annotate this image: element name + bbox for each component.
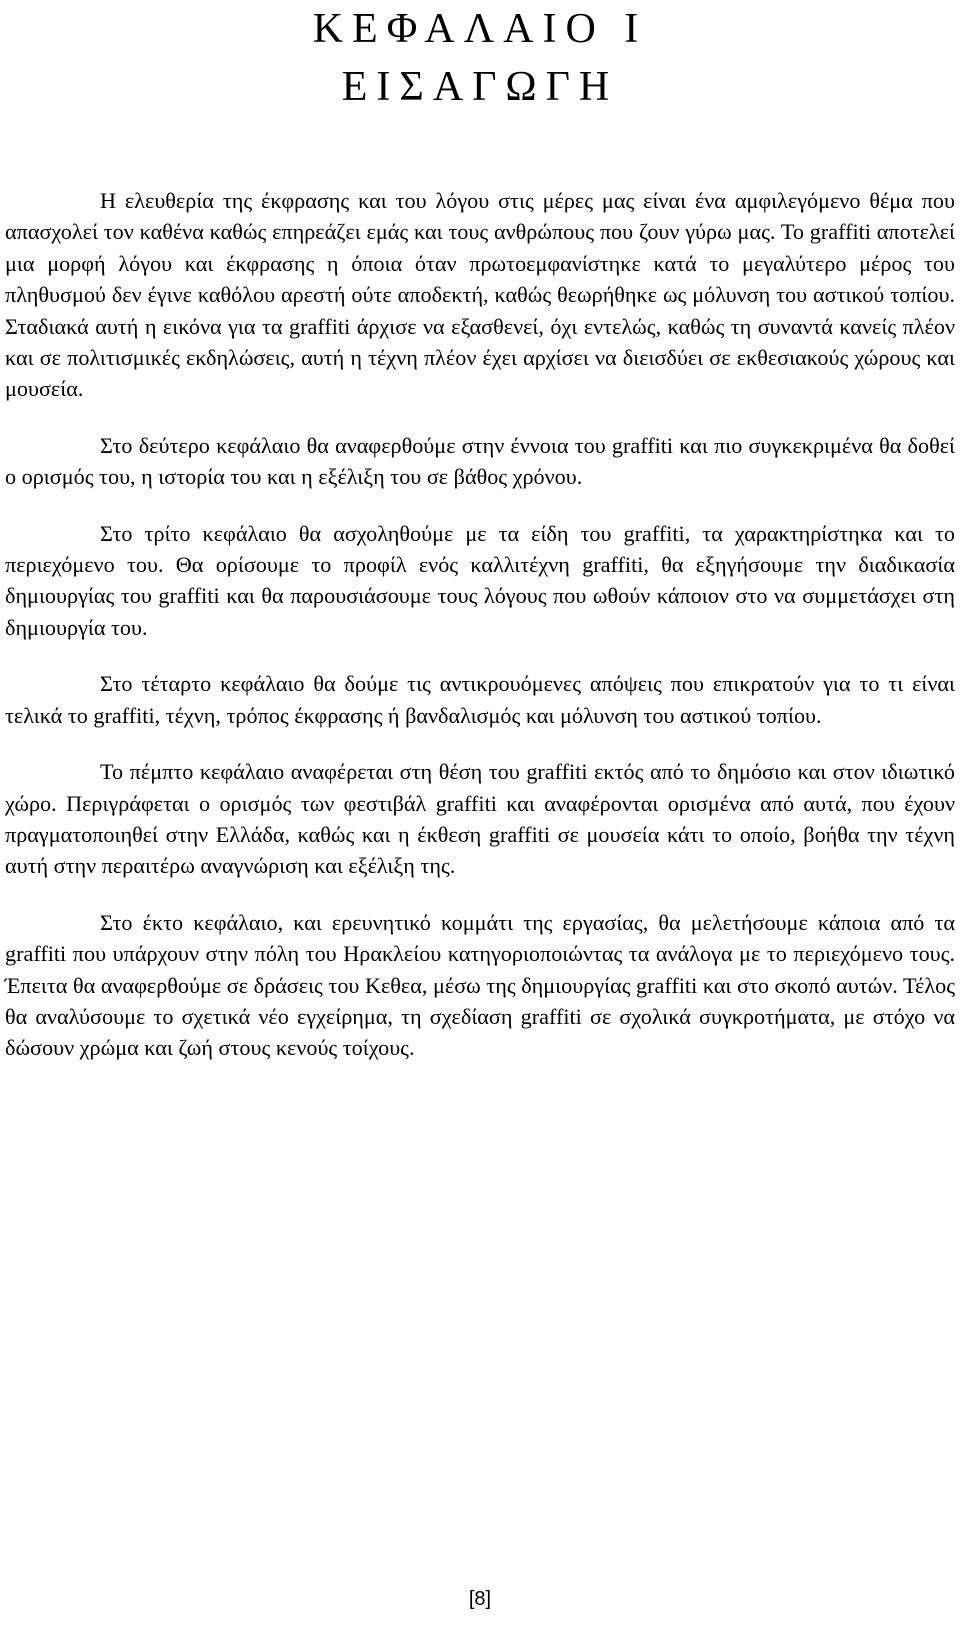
paragraph-chapter-four: Στο τέταρτο κεφάλαιο θα δούμε τις αντικρουόμενες απόψεις που επικρατούν για το τι είναι τελικά το graffiti, τέχνη, τρόπος έκφρασης ή βανδαλισμός και μόλυνση του αστικού τοπίου. bbox=[5, 671, 955, 728]
paragraph-chapter-five: Το πέμπτο κεφάλαιο αναφέρεται στη θέση του graffiti εκτός από το δημόσιο και στον ιδιωτικό χώρο. Περιγράφεται ο ορισμός των φεστιβάλ graffiti και αναφέρονται ορισμένα από αυτά, που έχουν πραγματοποιηθεί στην Ελλάδα, καθώς και η έκθεση graffiti σε μουσεία κάτι το οποίο, βοήθα την τέχνη αυτή στην περαιτέρω αναγνώριση και εξέλιξη της. bbox=[5, 759, 955, 879]
chapter-heading bbox=[0, 0, 960, 116]
paragraph-intro: Η ελευθερία της έκφρασης και του λόγου στις μέρες μας είναι ένα αμφιλεγόμενο θέμα που απασχολεί τον καθένα καθώς επηρεάζει εμάς και τους ανθρώπους που ζουν γύρω μας. Το graffiti αποτελεί μια μορφή λόγου και έκφρασης η όποια όταν πρωτοεμφανίστηκε κατά το μεγαλύτερο μέρος του πληθυσμού δεν έγινε καθόλου αρεστή ούτε αποδεκτή, καθώς θεωρήθηκε ως μόλυνση του αστικού τοπίου. Σταδιακά αυτή η εικόνα για τα graffiti άρχισε να εξασθενεί, όχι εντελώς, καθώς τη συναντά κανείς πλέον και σε πολιτισμικές εκδηλώσεις, αυτή η τέχνη πλέον έχει αρχίσει να διεισδύει σε εκθεσιακούς χώρους και μουσεία. bbox=[5, 188, 955, 402]
paragraph-chapter-six: Στο έκτο κεφάλαιο, και ερευνητικό κομμάτι της εργασίας, θα μελετήσουμε κάποια από τα graffiti που υπάρχουν στην πόλη του Ηρακλείου κατηγοριοποιώντας τα ανάλογα με το περιεχόμενο τους. Έπειτα θα αναφερθούμε σε δράσεις του Κεθεα, μέσω της δημιουργίας graffiti και στο σκοπό αυτών. Τέλος θα αναλύσουμε το σχετικά νέο εγχείρημα, τη σχεδίαση graffiti σε σχολικά συγκροτήματα, με στόχο να δώσουν χρώμα και ζωή στους κενούς τοίχους. bbox=[5, 909, 955, 1061]
body-text bbox=[5, 185, 955, 1089]
page-footer bbox=[0, 1584, 960, 1614]
chapter-title: ΕΙΣΑΓΩΓΗ bbox=[341, 64, 619, 110]
paragraph-chapter-two: Στο δεύτερο κεφάλαιο θα αναφερθούμε στην έννοια του graffiti και πιο συγκεκριμένα θα δοθεί ο ορισμός του, η ιστορία του και η εξέλιξη του σε βάθος χρόνου. bbox=[5, 432, 955, 490]
page-number: [8] bbox=[468, 1588, 492, 1610]
paragraph-chapter-three: Στο τρίτο κεφάλαιο θα ασχοληθούμε με τα είδη του graffiti, τα χαρακτηρίστηκα και το περιεχόμενο του. Θα ορίσουμε το προφίλ ενός καλλιτέχνη graffiti, θα εξηγήσουμε την διαδικασία δημιουργίας του graffiti και θα παρουσιάσουμε τους λόγους που ωθούν κάποιον στο να συμμετάσχει στη δημιουργία του. bbox=[5, 520, 955, 640]
chapter-number-title: ΚΕΦΑΛΑΙΟ Ι bbox=[312, 6, 648, 52]
